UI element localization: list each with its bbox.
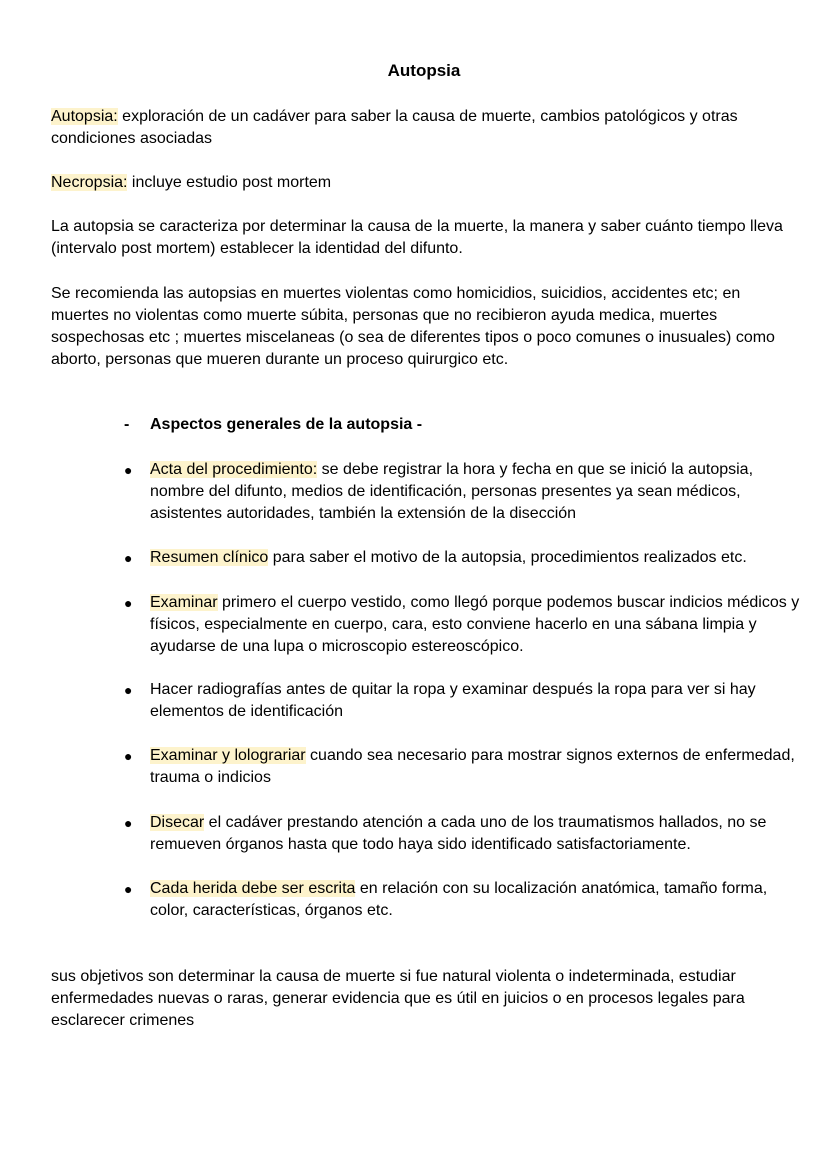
bullet-icon: ● [124,462,133,478]
item-text: en relación con su localización anatómica, tamaño forma, color, características, órganos etc. [150,880,768,919]
paragraph-recommendations: Se recomienda las autopsias en muertes violentas como homicidios, suicidios, accidentes etc; en muertes no violentas como muerte súbita, personas que no recibieron ayuda medica, muertes sospechosas etc ; muertes miscelaneas (o sea de diferentes tipos o poco comunes o inusuales) como aborto, personas que mueren durante un proceso quirurgico etc. [51,285,775,368]
item-text: para saber el motivo de la autopsia, procedimientos realizados etc. [268,549,747,566]
paragraph-characteristics: La autopsia se caracteriza por determinar la causa de la muerte, la manera y saber cuánto tiempo lleva (intervalo post mortem) establecer la identidad del difunto. [51,218,783,257]
dash-marker: - [124,416,130,433]
term-highlight: Autopsia: [51,108,118,125]
list-item [124,547,804,569]
bullet-icon: ● [124,815,133,831]
item-text: Hacer radiografías antes de quitar la ropa y examinar después la ropa para ver si hay elementos de identificación [150,681,756,720]
list-item [124,745,804,789]
item-text: el cadáver prestando atención a cada uno de los traumatismos hallados, no se remueven órganos hasta que todo haya sido identificado satisfactoriamente. [150,814,767,853]
section-heading [124,414,422,436]
paragraph-objectives: sus objetivos son determinar la causa de muerte si fue natural violenta o indeterminada, estudiar enfermedades nuevas o raras, generar evidencia que es útil en juicios o en procesos legales para esclarecer crimenes [51,968,745,1029]
definition-autopsia [51,106,791,150]
bullet-icon: ● [124,682,133,698]
item-text: primero el cuerpo vestido, como llegó porque podemos buscar indicios médicos y físicos, especialmente en cuerpo, cara, esto conviene hacerlo en una sábana limpia y ayudarse de una lupa o microscopio estereoscópico. [150,594,800,655]
bullet-icon: ● [124,748,133,764]
item-highlight: Examinar [150,594,218,611]
item-highlight: Cada herida debe ser escrita [150,880,356,897]
definition-text: exploración de un cadáver para saber la causa de muerte, cambios patológicos y otras condiciones asociadas [51,108,738,147]
definition-text: incluye estudio post mortem [127,174,332,191]
bullet-icon: ● [124,881,133,897]
document-title: Autopsia [387,61,461,80]
section-heading-text: Aspectos generales de la autopsia - [150,416,423,433]
bullet-icon: ● [124,550,133,566]
list-item [124,679,804,723]
term-highlight: Necropsia: [51,174,128,191]
item-highlight: Resumen clínico [150,549,269,566]
item-text: cuando sea necesario para mostrar signos externos de enfermedad, trauma o indicios [150,747,795,786]
item-highlight: Examinar y lolograriar [150,747,306,764]
list-item [124,878,804,922]
list-item [124,812,804,856]
list-item [124,592,804,658]
item-highlight: Acta del procedimiento: [150,461,318,478]
item-highlight: Disecar [150,814,205,831]
bullet-icon: ● [124,595,133,611]
list-item [124,459,804,525]
item-text: se debe registrar la hora y fecha en que se inició la autopsia, nombre del difunto, medios de identificación, personas presentes ya sean médicos, asistentes autoridades, también la extensión de la disección [150,461,754,522]
definition-necropsia [51,172,791,194]
